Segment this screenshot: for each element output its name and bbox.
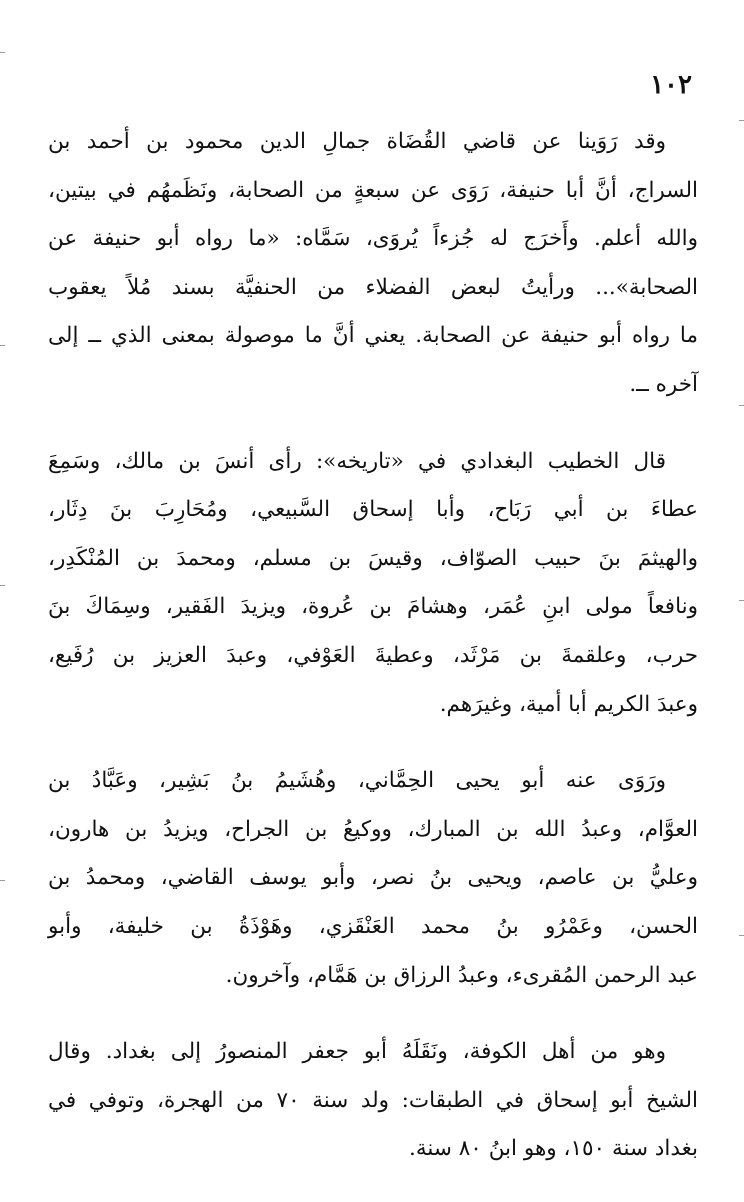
paragraph-1 xyxy=(48,118,698,410)
text-line: قال الخطيب البغدادي في «تاريخه»: رأى أنسَ بن مالك، وسَمِعَ xyxy=(48,448,666,474)
text-line: الشيخ أبو إسحاق في الطبقات: ولد سنة ٧٠ من الهجرة، وتوفي في xyxy=(48,1087,699,1113)
text-line: ورَوَى عنه أبو يحيى الحِمَّاني، وهُشَيمُ بنُ بَشِير، وعَبَّادُ بن xyxy=(48,768,666,794)
margin-tick xyxy=(0,880,5,881)
text-line: عبد الرحمن المُقرىء، وعبدُ الرزاق بن هَمَّام، وآخرون. xyxy=(225,962,698,988)
paragraph-2 xyxy=(48,438,698,730)
body-text xyxy=(48,118,698,1202)
text-line: حرب، وعلقمةَ بن مَرْثَد، وعطيةَ العَوْفي، وعبدَ العزيز بن رُفَيع، xyxy=(48,642,698,668)
text-line: والله أعلم. وأَخرَج له جُزءاً يُروَى، سَمَّاه: «ما رواه أبو حنيفة عن xyxy=(48,226,698,252)
margin-tick xyxy=(0,585,5,586)
text-line: وقد رَوَينا عن قاضي القُضَاة جمالِ الدين محمود بن أحمد بن xyxy=(48,129,666,154)
paragraph-4 xyxy=(48,1028,698,1174)
text-line: عطاءَ بن أبي رَبَاح، وأبا إسحاق السَّبيعي، ومُحَارِبَ بنَ دِثَار، xyxy=(48,497,698,523)
text-line: السراج، أنَّ أبا حنيفة، رَوَى عن سبعةٍ من الصحابة، ونَظَمهُم في بيتين، xyxy=(48,177,698,203)
text-line: الصحابة»... ورأيتُ لبعض الفضلاء من الحنفيَّة بسند مُلاً يعقوب xyxy=(48,274,698,300)
margin-tick xyxy=(0,52,5,53)
text-line: وعليُّ بن عاصم، ويحيى بنُ نصر، وأبو يوسف القاضي، ومحمدُ بن xyxy=(48,865,698,891)
text-line: بغداد سنة ١٥٠، وهو ابنُ ٨٠ سنة. xyxy=(409,1136,698,1162)
margin-tick xyxy=(739,405,744,406)
text-line: آخره ــ. xyxy=(629,371,698,397)
text-line: الحسن، وعَمْرُو بنُ محمد العَنْقَزي، وهَوْذَةُ بن خليفة، وأبو xyxy=(48,913,698,939)
text-line: ما رواه أبو حنيفة عن الصحابة. يعني أنَّ ما موصولة بمعنى الذي ــ إلى xyxy=(48,323,698,349)
page-number: ١٠٢ xyxy=(650,70,692,100)
paragraph-3 xyxy=(48,757,698,1000)
margin-tick xyxy=(739,600,744,601)
text-line: ونافعاً مولى ابنِ عُمَر، وهشامَ بن عُروة، ويزيدَ الفَقير، وسِمَاكَ بنَ xyxy=(48,594,698,620)
text-line: وهو من أهل الكوفة، ونَقَلَهُ أبو جعفر المنصورُ إلى بغداد. وقال xyxy=(48,1039,666,1065)
margin-tick xyxy=(739,120,744,121)
text-line: وعبدَ الكريم أبا أمية، وغيرَهم. xyxy=(439,691,698,717)
text-line: والهيثمَ بنَ حبيب الصوّاف، وقيسَ بن مسلم، ومحمدَ بن المُنْكَدِر، xyxy=(48,545,698,571)
text-line: العوَّام، وعبدُ الله بن المبارك، ووكيعُ بن الجراح، ويزيدُ بن هارون، xyxy=(48,816,698,842)
margin-tick xyxy=(0,345,5,346)
margin-tick xyxy=(739,935,744,936)
